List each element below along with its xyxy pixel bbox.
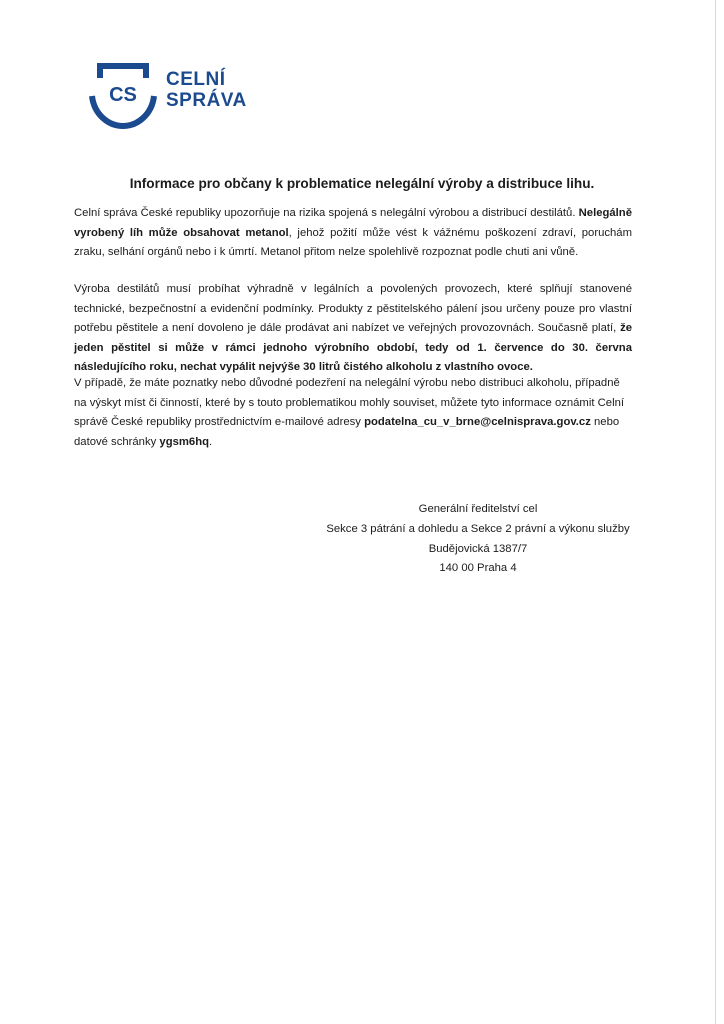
- p3-text-1: V případě, že máte poznatky nebo důvodné podezření na nelegální výrobu nebo distribuci alkoholu, případně na výskyt míst či činností, které by s touto problematikou mohly souviset, můžete tyto informace oznámit Celní správě České republiky prostřednictvím e-mailové adresy: [74, 377, 625, 428]
- p3-text-3: .: [209, 435, 213, 448]
- scan-edge-line: [715, 0, 716, 1024]
- logo-line-2: SPRÁVA: [166, 90, 247, 111]
- logo-line-1: CELNÍ: [166, 69, 226, 90]
- logo-wordmark: [166, 69, 247, 111]
- document-title: Informace pro občany k problematice nelegální výroby a distribuce lihu.: [129, 176, 595, 191]
- celni-sprava-logo: [88, 62, 268, 132]
- signature-block: [318, 500, 638, 579]
- signature-line-2: Sekce 3 pátrání a dohledu a Sekce 2 právní a výkonu služby: [326, 522, 630, 535]
- signature-line-3: Budějovická 1387/7: [428, 542, 528, 555]
- signature-line-4: 140 00 Praha 4: [439, 562, 517, 575]
- p2-text-1: Výroba destilátů musí probíhat výhradně v legálních a povolených provozech, které splňují stanovené technické, bezpečnostní a evidenční podmínky. Produkty z pěstitelského pálení jsou určeny pouze pro vlastní potřebu pěstitele a není dovoleno je dále prodávat ani nabízet ve veřejných provozovnách. Současně platí,: [74, 283, 632, 334]
- p1-bold-1: Nelegálně vyrobený líh může obsahovat metanol: [74, 207, 632, 239]
- logo-mark-text: CS: [109, 84, 137, 106]
- cs-emblem-icon: [88, 62, 158, 132]
- p1-text-1: Celní správa České republiky upozorňuje na rizika spojená s nelegální výrobou a distribucí destilátů.: [74, 207, 579, 219]
- paragraph-3: [74, 374, 632, 452]
- paragraph-1: [74, 204, 632, 263]
- signature-line-1: Generální ředitelství cel: [418, 503, 538, 515]
- p2-bold-1: že jeden pěstitel si může v rámci jednoho výrobního období, tedy od 1. července do 30. června následujícího roku, nechat vypálit nejvýše 30 litrů čistého alkoholu z vlastního ovoce.: [74, 322, 632, 373]
- p1-text-2: , jehož požití může vést k vážnému poškození zdraví, poruchám zraku, selhání orgánů nebo i k úmrtí. Metanol přitom nelze spolehlivě rozpoznat podle chuti ani vůně.: [74, 226, 633, 258]
- contact-email: podatelna_cu_v_brne@celnisprava.gov.cz: [364, 416, 591, 428]
- p3-text-2: nebo datové schránky: [74, 416, 620, 448]
- databox-id: ygsm6hq: [159, 435, 210, 448]
- paragraph-2: [74, 280, 632, 378]
